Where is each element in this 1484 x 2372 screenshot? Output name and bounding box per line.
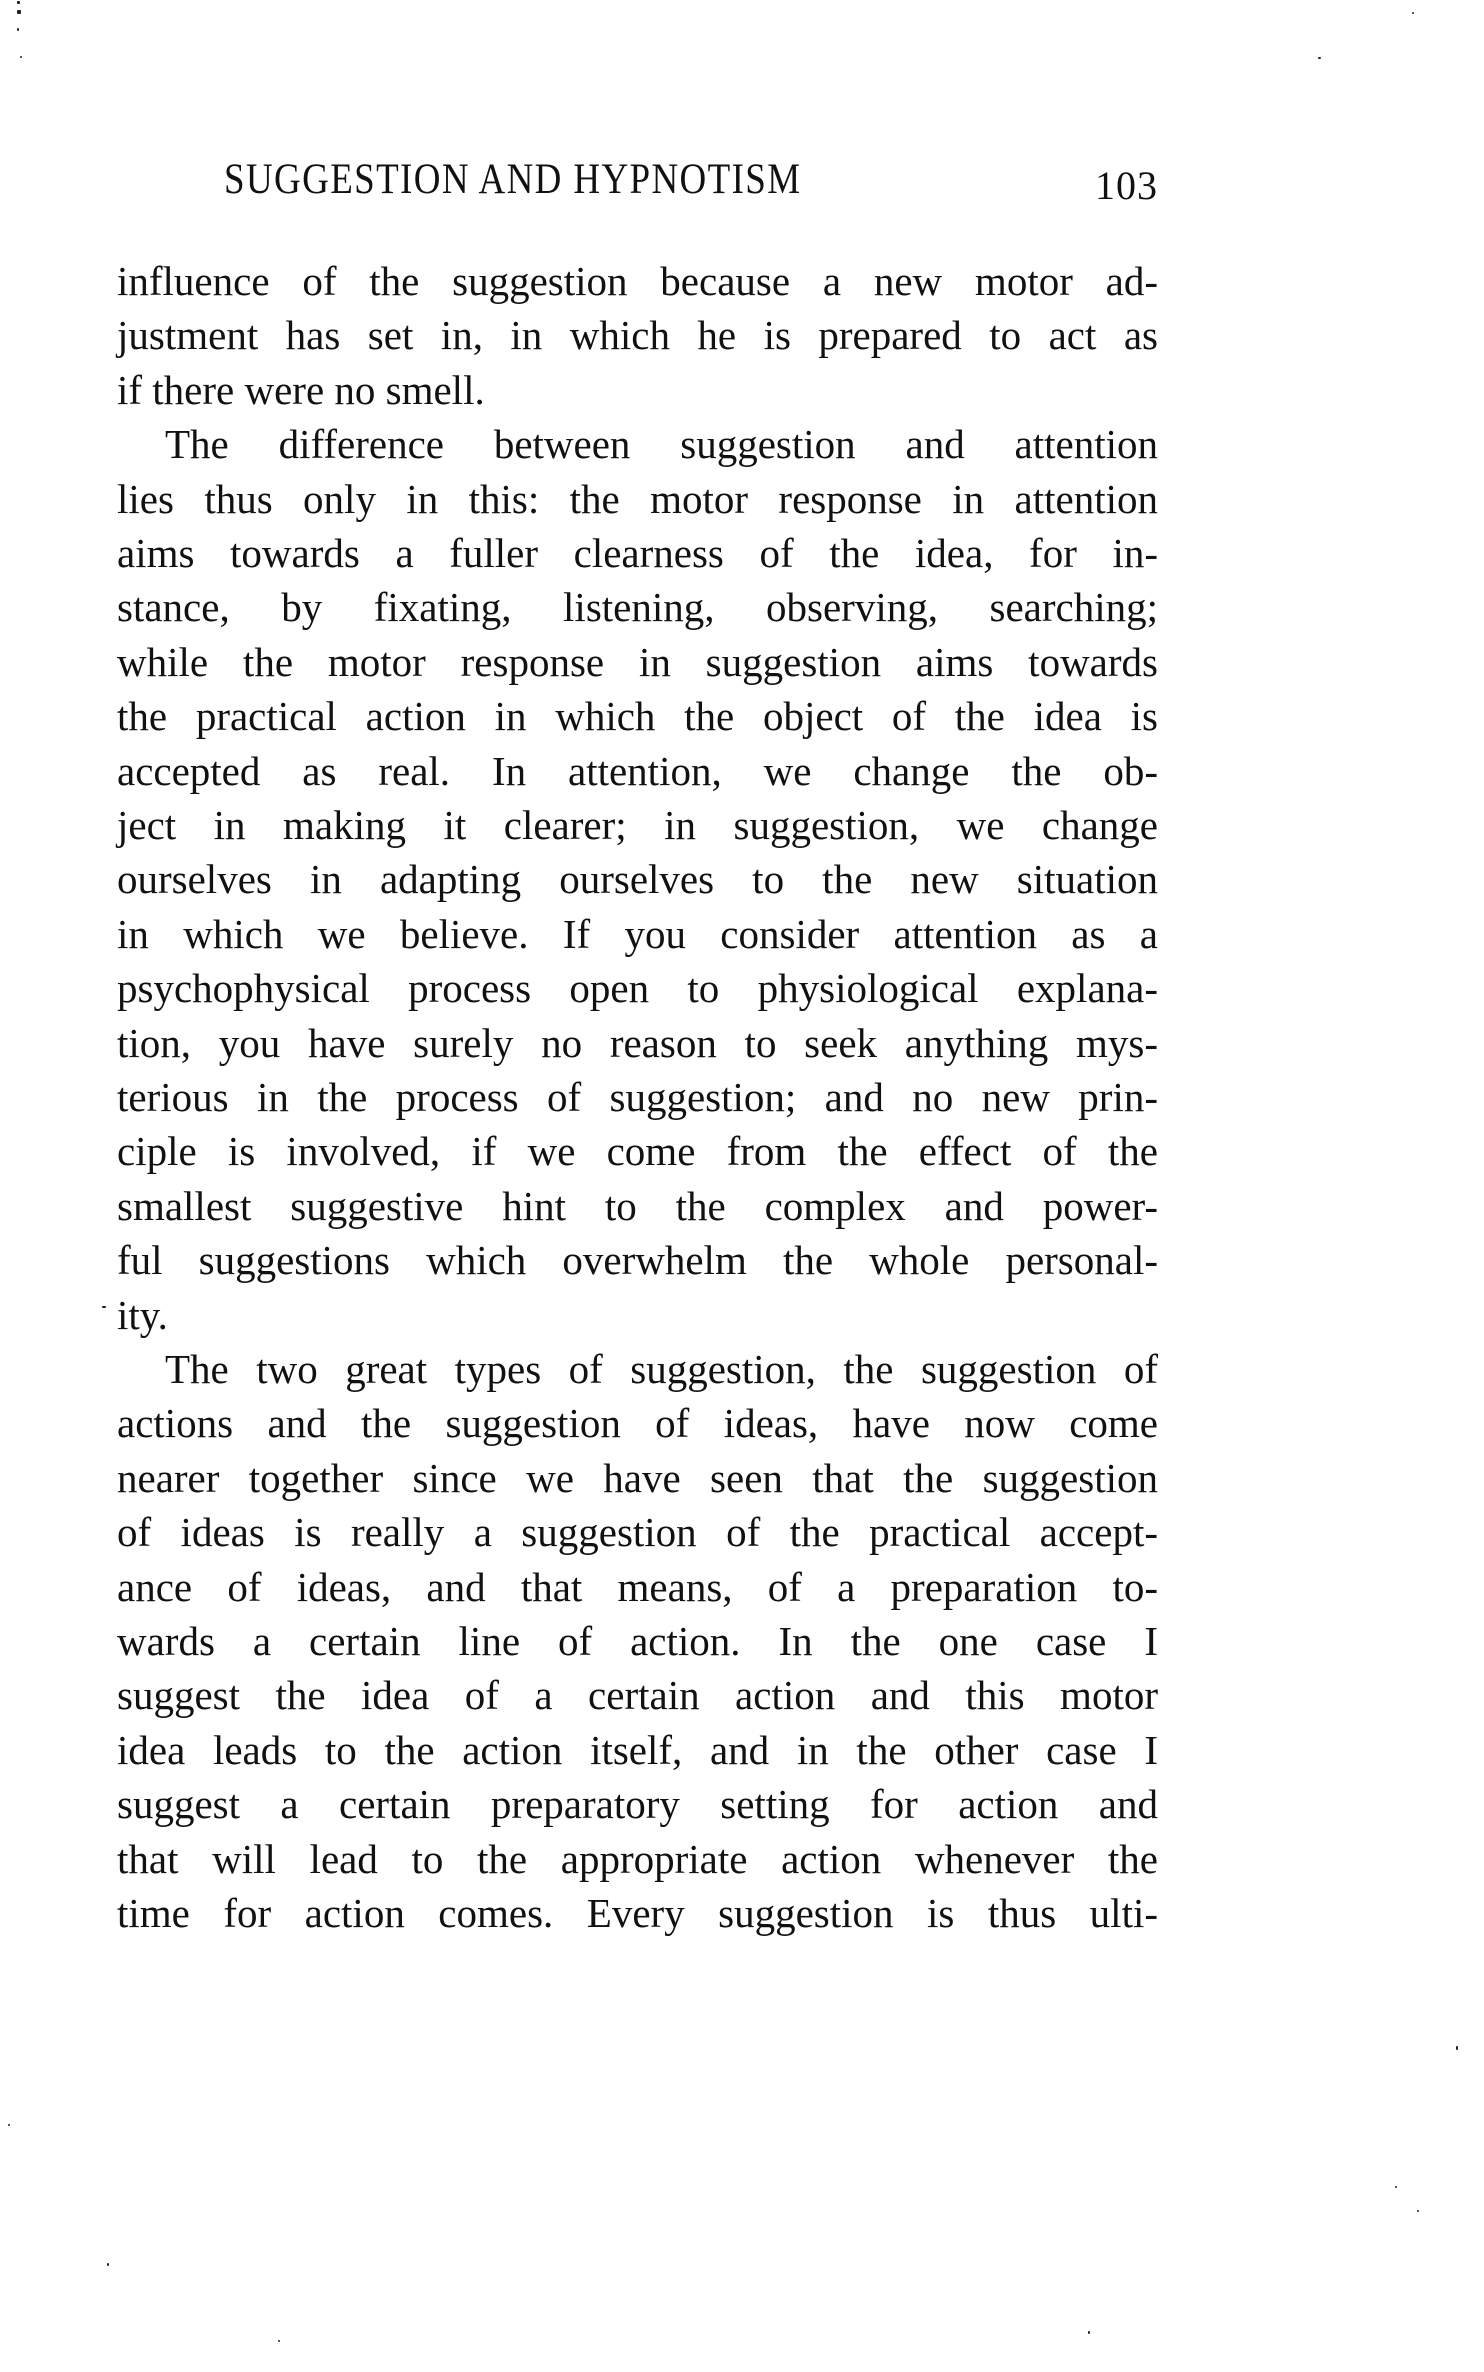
text-line: while the motor response in suggestion aims towards xyxy=(117,638,1158,685)
scan-speck xyxy=(20,56,22,58)
text-line: lies thus only in this: the motor response in attention xyxy=(117,475,1158,522)
scan-speck xyxy=(17,1,20,4)
text-line: terious in the process of suggestion; and no new prin- xyxy=(117,1074,1158,1120)
text-line: idea leads to the action itself, and in the other case I xyxy=(117,1726,1158,1773)
scan-speck xyxy=(1412,12,1414,14)
text-line: influence of the suggestion because a new motor ad- xyxy=(117,258,1158,304)
text-line: in which we believe. If you consider attention as a xyxy=(117,910,1158,957)
scan-speck xyxy=(17,10,21,14)
scan-speck xyxy=(1417,2210,1419,2212)
running-title: SUGGESTION AND HYPNOTISM xyxy=(224,156,802,203)
scan-speck xyxy=(8,2124,10,2126)
text-line: ourselves in adapting ourselves to the new situation xyxy=(117,856,1158,903)
text-line: the practical action in which the object of the idea is xyxy=(117,693,1158,740)
scan-speck xyxy=(17,28,19,31)
scan-speck xyxy=(102,1306,106,1308)
text-line: psychophysical process open to physiological explana- xyxy=(117,965,1158,1012)
text-line: time for action comes. Every suggestion is thus ulti- xyxy=(117,1890,1158,1936)
scan-speck xyxy=(278,2340,280,2342)
scan-speck xyxy=(1395,2186,1397,2188)
text-line: that will lead to the appropriate action whenever the xyxy=(117,1835,1158,1882)
text-line: The two great types of suggestion, the suggestion of xyxy=(165,1346,1158,1392)
scan-speck xyxy=(107,2263,109,2266)
text-line: suggest a certain preparatory setting for action and xyxy=(117,1781,1158,1828)
text-line: The difference between suggestion and attention xyxy=(165,421,1158,468)
text-line: of ideas is really a suggestion of the practical accept- xyxy=(117,1509,1158,1556)
scan-speck xyxy=(1456,2046,1458,2050)
text-line: stance, by fixating, listening, observing, searching; xyxy=(117,584,1158,631)
text-line: suggest the idea of a certain action and this motor xyxy=(117,1672,1158,1719)
text-line: tion, you have surely no reason to seek anything mys- xyxy=(117,1019,1158,1066)
running-head xyxy=(224,152,1158,208)
text-line: wards a certain line of action. In the one case I xyxy=(117,1618,1158,1664)
text-line: ject in making it clearer; in suggestion, we change xyxy=(117,802,1158,848)
text-line: actions and the suggestion of ideas, have now come xyxy=(117,1400,1158,1447)
text-line: ance of ideas, and that means, of a preparation to- xyxy=(117,1563,1158,1610)
scan-speck xyxy=(1318,57,1321,59)
text-line: nearer together since we have seen that the suggestion xyxy=(117,1454,1158,1501)
text-line: ciple is involved, if we come from the effect of the xyxy=(117,1128,1158,1175)
text-line: if there were no smell. xyxy=(117,366,485,413)
text-line: justment has set in, in which he is prepared to act as xyxy=(117,312,1158,359)
scan-speck xyxy=(1088,2331,1090,2334)
text-line: aims towards a fuller clearness of the idea, for in- xyxy=(117,530,1158,576)
text-line: ity. xyxy=(117,1291,168,1338)
text-line: smallest suggestive hint to the complex and power- xyxy=(117,1182,1158,1229)
text-line: ful suggestions which overwhelm the whole personal- xyxy=(117,1237,1158,1284)
page-number: 103 xyxy=(1095,163,1158,208)
text-line: accepted as real. In attention, we change the ob- xyxy=(117,747,1158,794)
